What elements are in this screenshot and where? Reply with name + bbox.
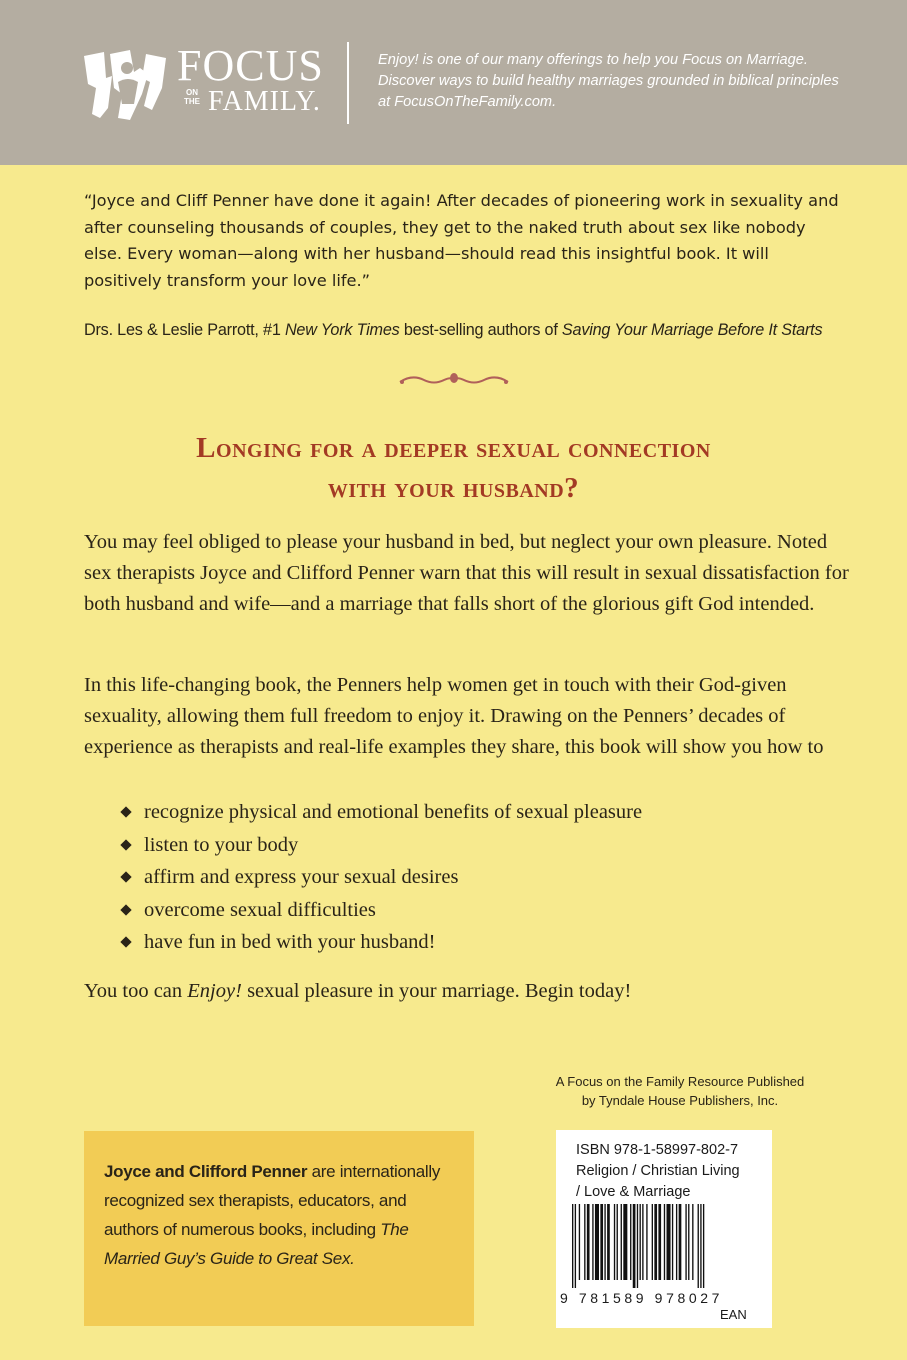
category-line-1: Religion / Christian Living [576,1163,740,1179]
list-item-text: overcome sexual difficulties [144,898,376,921]
barcode-bar [685,1204,686,1280]
benefits-list [118,796,642,959]
barcode-bar [692,1204,693,1280]
barcode-bar [575,1204,576,1288]
list-item-text: have fun in bed with your husband! [144,931,436,953]
attribution-prefix: Drs. Les & Leslie Parrott, #1 [84,321,285,339]
author-book-title: The Married Guy’s Guide to Great Sex. [104,1220,409,1268]
header-divider [347,42,349,124]
list-item [118,894,642,927]
p3-suffix: sexual pleasure in your marriage. Begin today! [241,980,632,1002]
body-paragraph-1: You may feel obliged to please your husband in bed, but neglect your own pleasure. Noted sex therapists Joyce and Clifford Penner warn that this will result in sexual dissatisfaction for both husband and wife—and a marriage that falls short of the glorious gift God intended. [84,531,849,615]
barcode-bar [621,1204,622,1280]
diamond-bullet-icon [120,872,131,883]
attribution-middle: best-selling authors of [399,321,562,339]
barcode-bar [642,1204,643,1280]
headline-line-2: with your husband? [327,472,580,504]
barcode-bar [630,1204,631,1280]
publisher-line-1: A Focus on the Family Resource Published [555,1074,805,1089]
diamond-bullet-icon [120,937,131,948]
barcode-bar [623,1204,627,1280]
barcode-bar [584,1204,585,1280]
publisher-line-2: by Tyndale House Publishers, Inc. [581,1093,779,1108]
logo-family-text: FAMILY. [208,86,321,117]
barcode-bar [658,1204,661,1280]
barcode-bar [595,1204,599,1280]
family-figures-icon [82,48,172,124]
barcode-bar [688,1204,689,1280]
list-item-text: listen to your body [144,833,299,856]
barcode-bar [703,1204,704,1288]
barcode-bar [654,1204,657,1280]
author-bio-text: are internationally recognized sex therapists, educators, and authors of numerous books, including [104,1162,441,1239]
barcode-box [556,1130,772,1328]
barcode-bar [614,1204,615,1280]
barcode-bar [640,1204,641,1280]
diamond-bullet-icon [120,904,131,915]
flourish-ornament-icon [398,370,510,390]
barcode-bar [617,1204,618,1280]
headline [0,428,907,508]
top-band [0,0,907,165]
author-bio [104,1157,464,1273]
endorsement-attribution [84,318,874,342]
p3-emphasis: Enjoy! [187,980,242,1002]
isbn-number: ISBN 978-1-58997-802-7 [576,1142,739,1158]
barcode-bar [676,1204,677,1280]
author-bio-box [84,1131,474,1326]
barcode-bar [679,1204,682,1280]
barcode-bar [587,1204,590,1280]
tagline-emphasis: Enjoy! [378,52,419,68]
list-item [118,796,642,829]
diamond-bullet-icon [120,807,131,818]
body-paragraph-3 [84,976,854,1007]
header-tagline [378,50,848,113]
body-paragraph-2: In this life-changing book, the Penners help women get in touch with their God-given sexuality, allowing them full freedom to enjoy it. Drawing on the Penners’ decades of experience as therapists and real-life examples they share, this book will show you how to [84,674,824,758]
barcode-bar [600,1204,603,1280]
barcode-bar [604,1204,605,1280]
focus-on-the-family-logo [82,41,342,124]
barcode-bar [672,1204,673,1280]
list-item [118,861,642,894]
attribution-nyt: New York Times [284,321,400,339]
ean-label: EAN [720,1307,747,1322]
isbn-block [576,1140,766,1203]
tagline-text: is one of our many offerings to help you Focus on Marriage. Discover ways to build healthy marriages grounded in biblical principles at FocusOnTheFamily.com. [378,52,839,110]
category-line-2: / Love & Marriage [576,1184,691,1200]
barcode-bar [572,1204,573,1288]
barcode-bar [667,1204,671,1280]
barcode-bar [579,1204,580,1280]
barcode-bar [633,1204,636,1288]
list-item-text: recognize physical and emotional benefits of sexual pleasure [144,801,643,823]
list-item [118,829,642,862]
barcode-icon [570,1204,758,1290]
logo-on-the-text: ON THE [184,88,200,106]
barcode-bar [607,1204,610,1280]
diamond-bullet-icon [120,839,131,850]
list-item [118,926,642,959]
barcode-number: 9 781589 978027 [560,1290,723,1306]
publisher-credit [530,1072,830,1110]
barcode-bar [700,1204,701,1288]
barcode-bar [652,1204,653,1280]
endorsement-quote: “Joyce and Cliff Penner have done it again! After decades of pioneering work in sexuality and after counseling thousands of couples, they get to the naked truth about sex like nobody else. Every woman—along with her husband—should read this insightful book. It will positively transform your love life.” [84,191,839,290]
author-names: Joyce and Clifford Penner [104,1162,308,1181]
barcode-bar [698,1204,699,1288]
barcode-bar [646,1204,647,1280]
attribution-book-title: Saving Your Marriage Before It Starts [561,321,823,339]
barcode-bar [637,1204,638,1288]
p3-prefix: You too can [84,980,188,1002]
headline-line-1: Longing for a deeper sexual connection [196,432,711,464]
logo-focus-text: FOCUS [177,41,324,90]
barcode-bar [664,1204,665,1280]
list-item-text: affirm and express your sexual desires [144,866,459,888]
barcode-bar [592,1204,593,1280]
